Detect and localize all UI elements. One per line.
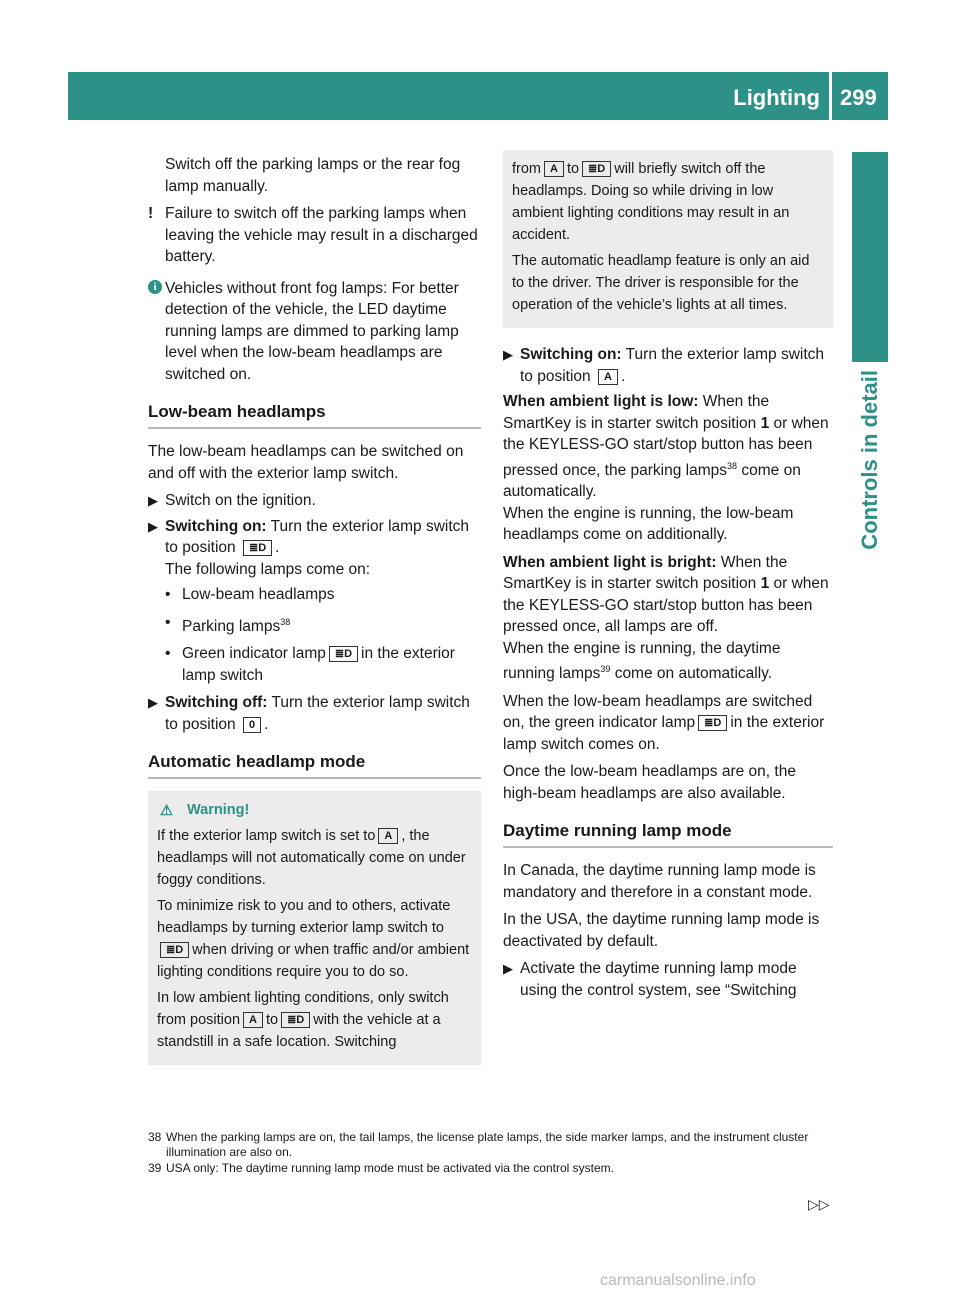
- list-item-text: in the exterior lamp switch: [182, 645, 455, 684]
- paragraph-text: or when the KEYLESS-GO start/stop button has been pressed once, all lamps are off.: [503, 575, 829, 636]
- info-text: Vehicles without front fog lamps: For better detection of the vehicle, the LED daytime running lamps are dimmed to parking lamp level when the low-beam headlamps are switched on.: [165, 279, 459, 383]
- list-item-text: Low-beam headlamps: [182, 586, 335, 603]
- low-beam-symbol-icon: ≣D: [281, 1012, 310, 1028]
- warning-text: to: [265, 1012, 279, 1029]
- paragraph-text: in the exterior lamp switch comes on.: [503, 714, 825, 753]
- step-switch-off: ▶ Switching off: Turn the exterior lamp switch to position 0 .: [148, 694, 470, 733]
- step-switch-on: ▶ Switching on: Turn the exterior lamp switch to position ≣D . The following lamps come on:: [148, 517, 470, 578]
- paragraph-text: come on automatically.: [614, 665, 773, 683]
- usa-paragraph: In the USA, the daytime running lamp mode is deactivated by default.: [503, 911, 820, 950]
- exclamation-icon: !: [148, 205, 154, 222]
- paragraph-text: When the engine is running, the low-beam headlamps come on additionally.: [503, 504, 794, 544]
- side-label-wrap: [852, 370, 888, 690]
- footnote-39: [148, 1161, 838, 1176]
- arrow-icon: ▶: [148, 518, 158, 534]
- heading-daytime-running: Daytime running lamp mode: [503, 820, 833, 848]
- high-beam-paragraph: Once the low-beam headlamps are on, the high-beam headlamps are also available.: [503, 763, 796, 802]
- list-item: [148, 584, 481, 606]
- auto-symbol-icon: A: [243, 1012, 263, 1028]
- heading-low-beam: Low-beam headlamps: [148, 401, 481, 429]
- low-beam-symbol-icon: ≣D: [582, 161, 611, 177]
- warning-title-text: Warning!: [187, 802, 250, 819]
- warning-text: In low ambient lighting conditions, only switch from position: [157, 990, 449, 1029]
- lowbeam-intro: The low-beam headlamps can be switched on and off with the exterior lamp switch.: [148, 443, 464, 482]
- footnote-text: USA only: The daytime running lamp mode must be activated via the control system.: [166, 1161, 614, 1175]
- warning-paragraph: [157, 895, 473, 983]
- indicator-symbol-icon: ≣D: [698, 715, 727, 731]
- bullet-icon: •: [165, 586, 171, 603]
- warning-paragraph: [157, 825, 473, 891]
- paragraph-label: When ambient light is bright:: [503, 553, 717, 571]
- low-beam-symbol-icon: ≣D: [243, 540, 272, 556]
- footnote-text: When the parking lamps are on, the tail lamps, the license plate lamps, the side marker lamps, and the instrument cluster illumination are also on.: [166, 1130, 809, 1159]
- paragraph-text: When the SmartKey is in starter switch position: [503, 553, 788, 593]
- warning-text: will briefly switch off the headlamps. Doing so while driving in low ambient lighting conditions may result in an accident.: [512, 161, 790, 243]
- info-note: [148, 278, 481, 386]
- auto-symbol-icon: A: [598, 369, 618, 385]
- warning-paragraph: [512, 158, 825, 246]
- step-text: Activate the daytime running lamp mode using the control system, see “Switching: [520, 960, 797, 999]
- arrow-icon: ▶: [503, 347, 513, 362]
- off-symbol-icon: 0: [243, 717, 261, 733]
- paragraph-text: When the low-beam headlamps are switched on, the green indicator lamp: [503, 692, 813, 732]
- footnote-ref: 38: [280, 616, 291, 627]
- paragraph-text: come on automatically.: [503, 461, 801, 501]
- step-label: Switching off:: [165, 694, 268, 712]
- step-text: The following lamps come on:: [165, 560, 371, 578]
- footnote-number: 39: [148, 1161, 162, 1175]
- paragraph-text: When the engine is running, the daytime running lamps: [503, 639, 781, 683]
- list-item-text: Parking lamps: [182, 617, 281, 635]
- step-text: Turn the exterior lamp switch to position: [165, 694, 470, 733]
- list-item: [148, 612, 481, 638]
- warning-paragraph: [157, 987, 473, 1053]
- bullet-icon: •: [165, 613, 171, 631]
- intro-text: Switch off the parking lamps or the rear fog lamp manually.: [165, 156, 461, 195]
- heading-auto-headlamp: Automatic headlamp mode: [148, 751, 481, 779]
- warning-icon: ⚠: [160, 803, 173, 820]
- footnote-number: 38: [148, 1130, 162, 1144]
- warning-box-continued: [503, 150, 833, 328]
- step-ignition: [148, 490, 481, 512]
- step-label: Switching on:: [165, 517, 267, 535]
- warning-text: when driving or when traffic and/or ambient lighting conditions require you to do so.: [157, 942, 470, 981]
- header-divider: [829, 72, 832, 120]
- warning-text: If the exterior lamp switch is set to: [157, 828, 376, 845]
- step-text: Turn the exterior lamp switch to position: [165, 517, 470, 556]
- warning-text: To minimize risk to you and to others, activate headlamps by turning exterior lamp switch to: [157, 898, 451, 937]
- left-column: [148, 154, 481, 1065]
- auto-symbol-icon: A: [544, 161, 564, 177]
- step-text: Turn the exterior lamp switch to position: [520, 346, 825, 385]
- arrow-icon: ▶: [148, 695, 158, 711]
- watermark: carmanualsonline.info: [600, 1272, 756, 1289]
- bullet-icon: •: [165, 645, 171, 663]
- auto-symbol-icon: A: [378, 828, 398, 844]
- right-column: [503, 150, 833, 1005]
- side-tab: [852, 152, 888, 362]
- section-title: Lighting: [733, 85, 820, 110]
- switch-position: 1: [760, 575, 770, 593]
- page-number: 299: [840, 85, 877, 110]
- footnotes: [148, 1130, 838, 1177]
- low-beam-symbol-icon: ≣D: [160, 942, 189, 958]
- caution-text: Failure to switch off the parking lamps when leaving the vehicle may result in a discharged battery.: [165, 205, 478, 265]
- list-item-text: Green indicator lamp: [182, 645, 326, 663]
- caution-note: [148, 203, 481, 268]
- step-auto-on: ▶ Switching on: Turn the exterior lamp switch to position A .: [503, 346, 825, 385]
- arrow-icon: ▶: [148, 493, 158, 508]
- warning-text: with the vehicle at a standstill in a safe location. Switching: [157, 1012, 441, 1051]
- footnote-38: [148, 1130, 838, 1160]
- side-label: Controls in detail: [857, 370, 882, 550]
- switch-position: 1: [760, 414, 770, 432]
- arrow-icon: ▶: [503, 961, 513, 977]
- indicator-paragraph: [503, 691, 833, 756]
- low-light-paragraph: [503, 391, 833, 546]
- step-activate-drl: [503, 958, 833, 1001]
- info-icon: i: [148, 280, 162, 294]
- warning-text: from: [512, 161, 541, 177]
- paragraph-text: When the SmartKey is in starter switch position: [503, 393, 770, 432]
- paragraph-label: When ambient light is low:: [503, 393, 699, 410]
- bright-light-paragraph: [503, 552, 833, 685]
- footnote-ref: 38: [727, 460, 738, 471]
- step-text: Switch on the ignition.: [165, 492, 316, 509]
- continue-icon: ▷▷: [808, 1196, 830, 1212]
- indicator-symbol-icon: ≣D: [329, 646, 358, 662]
- warning-title: [157, 799, 473, 821]
- warning-text: , the headlamps will not automatically come on under foggy conditions.: [157, 828, 466, 889]
- step-label: Switching on:: [520, 346, 622, 363]
- list-item: [148, 643, 481, 686]
- warning-text: to: [566, 161, 580, 177]
- canada-paragraph: In Canada, the daytime running lamp mode is mandatory and therefore in a constant mode.: [503, 862, 816, 901]
- warning-box: [148, 791, 481, 1065]
- footnote-ref: 39: [600, 664, 611, 675]
- warning-paragraph: The automatic headlamp feature is only an aid to the driver. The driver is responsible for the operation of the vehicle’s lights at all times.: [512, 253, 810, 313]
- paragraph-text: or when the KEYLESS-GO start/stop button has been pressed once, the parking lamps: [503, 414, 829, 479]
